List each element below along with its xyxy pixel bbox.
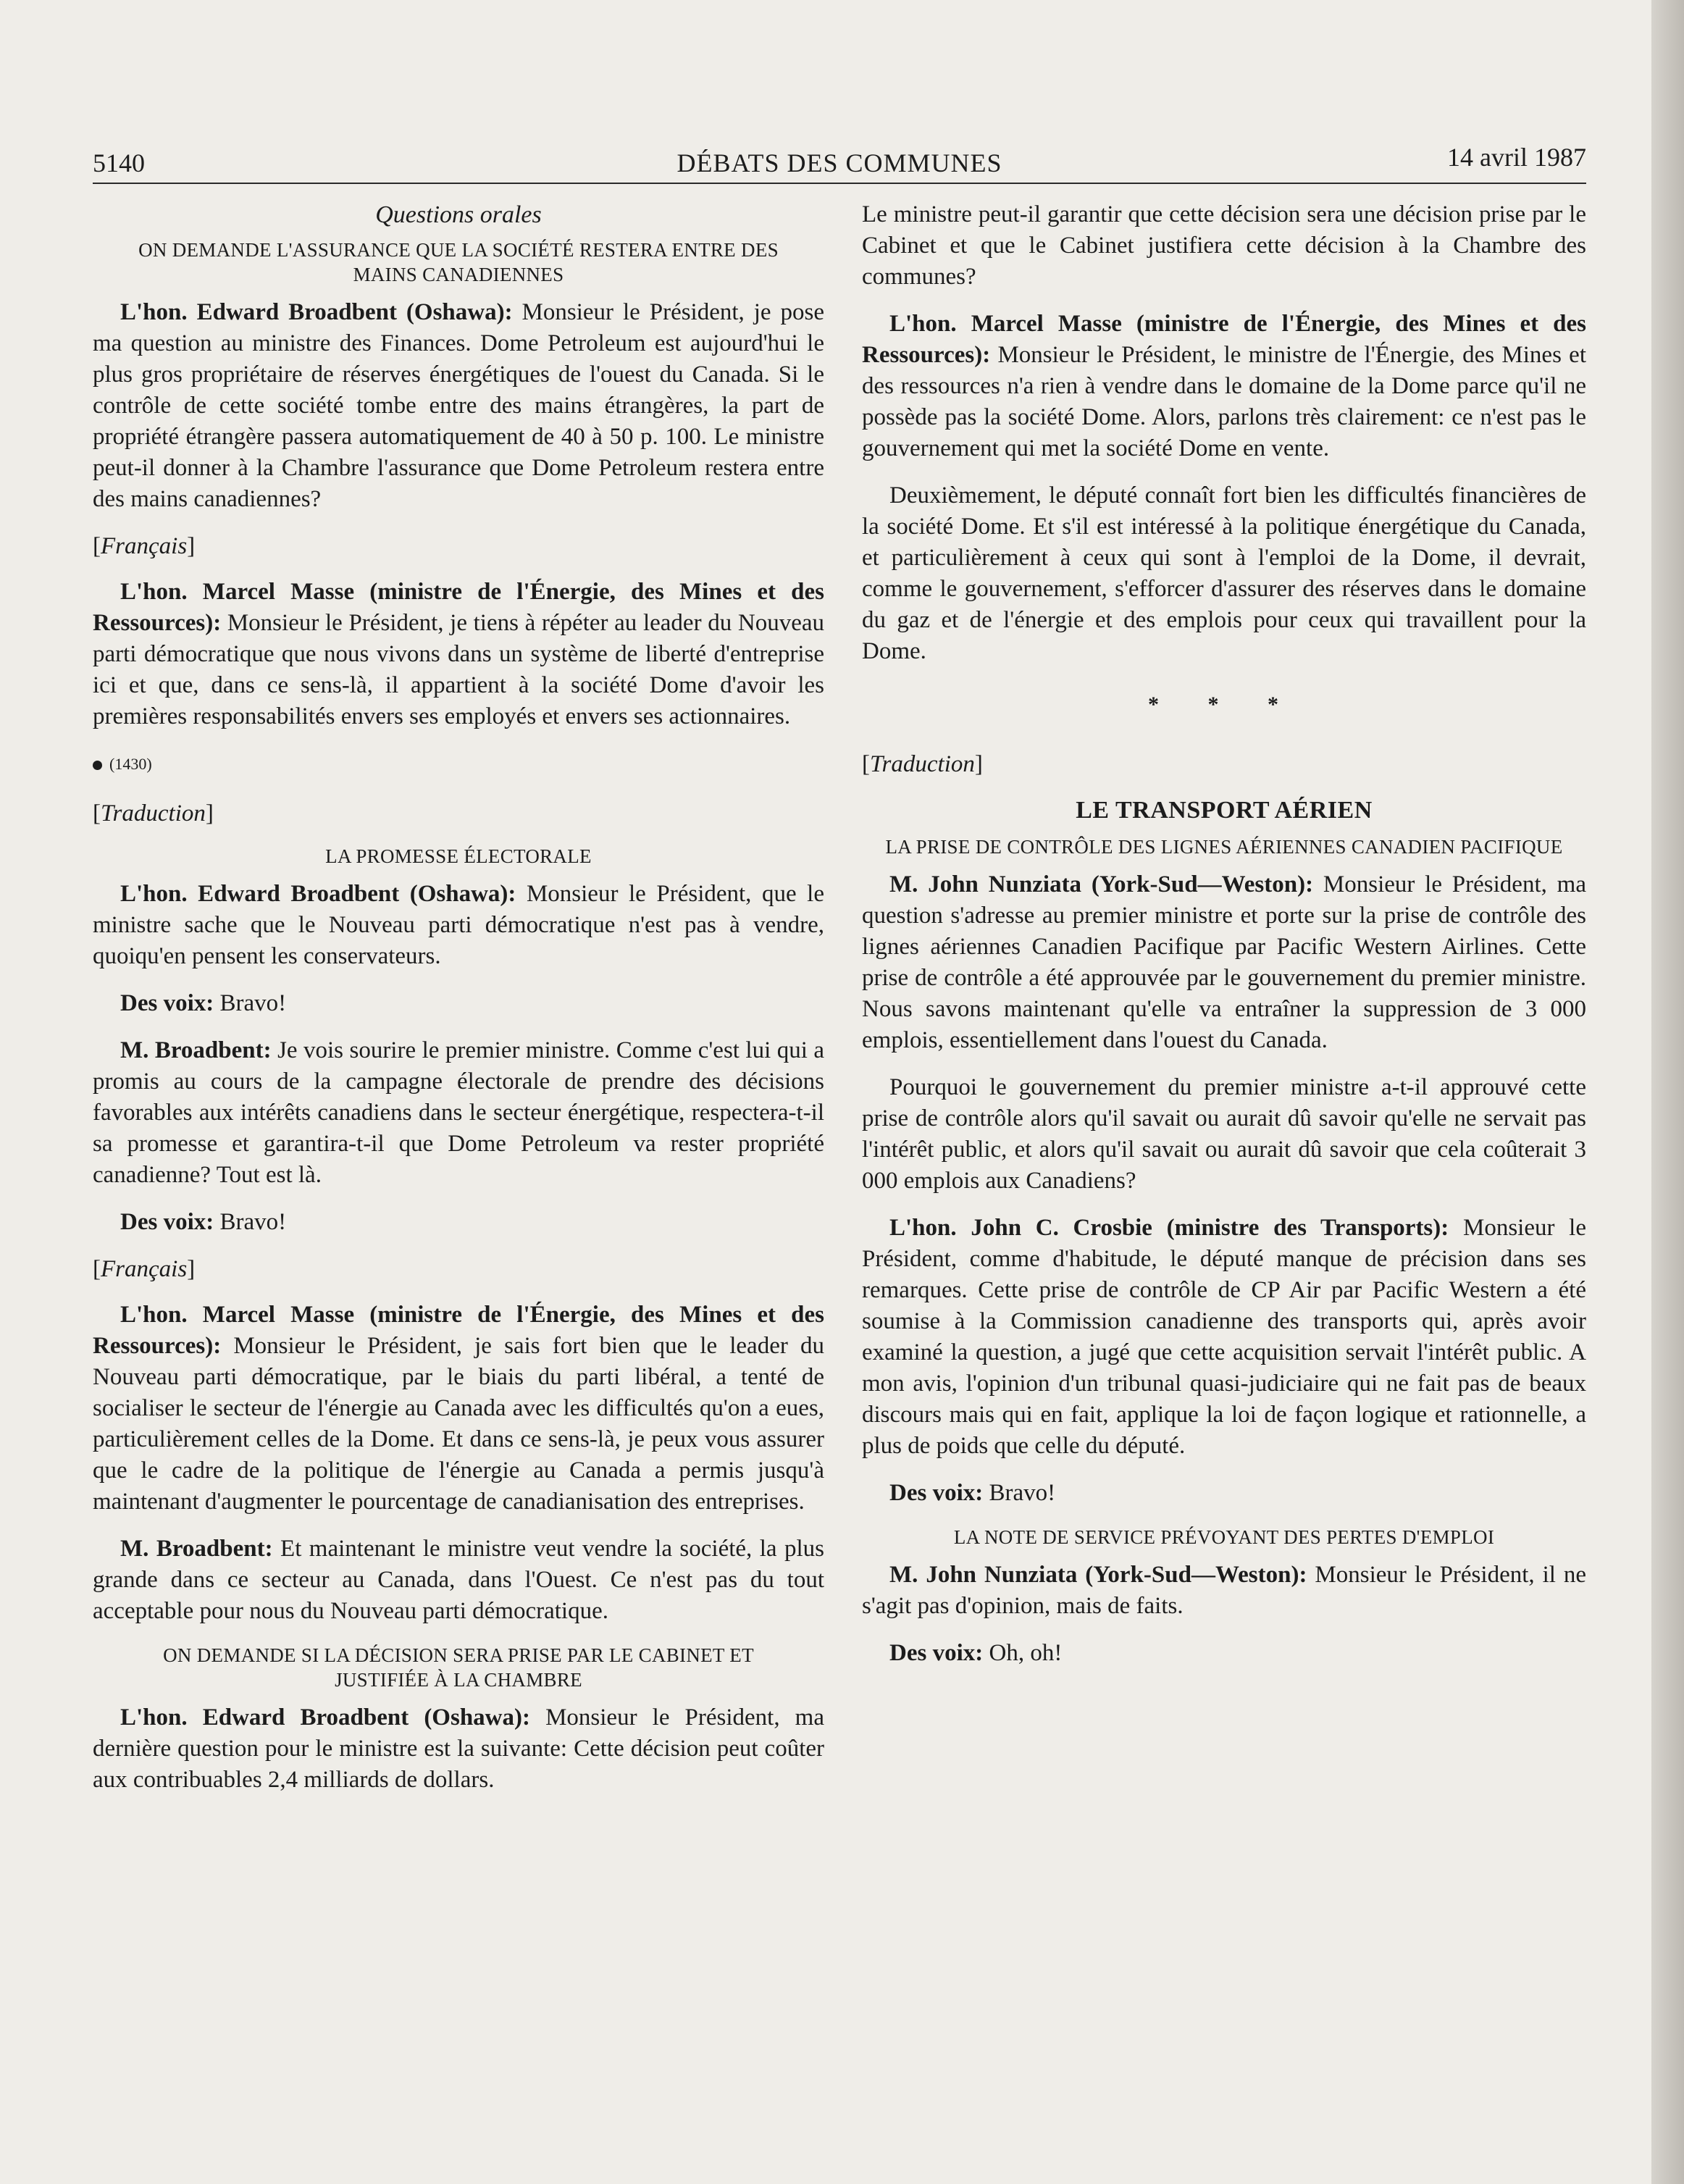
paragraph bbox=[862, 1560, 1586, 1622]
left-column bbox=[93, 199, 824, 1812]
right-column bbox=[862, 199, 1586, 1685]
speech-text: Je vois sourire le premier ministre. Comme c'est lui qui a promis au cours de la campagne électorale de prendre des décisions favorables aux intérêts canadiens dans le secteur énergétique, respectera-t-il sa promesse et garantira-t-il que Dome Petroleum va rester propriété canadienne? Tout est là. bbox=[93, 1037, 824, 1188]
speech-text: Bravo! bbox=[214, 1209, 287, 1235]
paragraph bbox=[862, 1638, 1586, 1669]
speaker: L'hon. Edward Broadbent (Oshawa): bbox=[120, 299, 513, 325]
bullet-icon bbox=[93, 761, 102, 770]
subheading: LA PROMESSE ÉLECTORALE bbox=[325, 845, 592, 867]
speaker: M. Broadbent: bbox=[120, 1536, 273, 1562]
speaker: L'hon. John C. Crosbie (ministre des Transports): bbox=[889, 1215, 1449, 1241]
speech-text: Monsieur le Président, comme d'habitude, le député manque de précision dans ses remarques. Cette prise de contrôle de CP Air par Pacific Western a été soumise à la Commission canadienne des transports qui, après avoir examiné la question, a jugé que cette acquisition servait l'intérêt public. A mon avis, l'opinion d'un tribunal quasi-judiciaire qui ne fait pas de beaux discours mais qui en fait, applique la loi de façon logique et rationnelle, a plus de poids que celle du député. bbox=[862, 1215, 1586, 1459]
major-heading: LE TRANSPORT AÉRIEN bbox=[1076, 797, 1373, 824]
paragraph bbox=[93, 879, 824, 972]
paragraph bbox=[93, 297, 824, 515]
speech-text: Bravo! bbox=[214, 990, 287, 1016]
section-divider: * * * bbox=[1148, 693, 1300, 716]
page-header bbox=[93, 145, 1586, 181]
subheading: ON DEMANDE SI LA DÉCISION SERA PRISE PAR LE CABINET ET JUSTIFIÉE À LA CHAMBRE bbox=[163, 1644, 754, 1691]
speaker: L'hon. Edward Broadbent (Oshawa): bbox=[120, 1704, 530, 1731]
subheading: LA PRISE DE CONTRÔLE DES LIGNES AÉRIENNES CANADIEN PACIFIQUE bbox=[885, 836, 1563, 858]
subheading: ON DEMANDE L'ASSURANCE QUE LA SOCIÉTÉ RESTERA ENTRE DES MAINS CANADIENNES bbox=[138, 239, 779, 285]
speaker: L'hon. Marcel Masse (ministre de l'Énergie, des Mines et des Ressources): bbox=[862, 311, 1586, 368]
speech-text: Monsieur le Président, je tiens à répéter au leader du Nouveau parti démocratique que nous vivons dans un système de liberté d'entreprise ici et que, dans ce sens-là, il appartient à la société Dome d'avoir les premières responsabilités envers ses employés et envers ses actionnaires. bbox=[93, 610, 824, 729]
speaker: Des voix: bbox=[889, 1640, 984, 1666]
paragraph bbox=[93, 988, 824, 1019]
paragraph bbox=[862, 1478, 1586, 1509]
paragraph bbox=[862, 1213, 1586, 1462]
paragraph bbox=[93, 1207, 824, 1238]
speaker: Des voix: bbox=[889, 1480, 984, 1506]
paragraph bbox=[93, 1702, 824, 1796]
speech-text: Oh, oh! bbox=[983, 1640, 1063, 1666]
paragraph bbox=[93, 1534, 824, 1627]
speech-text: Monsieur le Président, ma question s'adresse au premier ministre et porte sur la prise de contrôle des lignes aériennes Canadien Pacifique par Pacific Western Airlines. Cette prise de contrôle a été approuvée par le gouvernement du premier ministre. Nous savons maintenant qu'elle va entraîner la suppression de 3 000 emplois, essentiellement dans l'ouest du Canada. bbox=[862, 871, 1586, 1053]
speech-text: Monsieur le Président, que le ministre sache que le Nouveau parti démocratique n'est pas à vendre, quoiqu'en pensent les conservateurs. bbox=[93, 881, 824, 969]
speaker: L'hon. Marcel Masse (ministre de l'Énergie, des Mines et des Ressources): bbox=[93, 1302, 824, 1359]
paragraph bbox=[93, 577, 824, 732]
book-gutter bbox=[1651, 0, 1684, 2184]
speaker: L'hon. Marcel Masse (ministre de l'Énergie, des Mines et des Ressources): bbox=[93, 579, 824, 636]
speech-text: Monsieur le Président, je sais fort bien que le leader du Nouveau parti démocratique, par le biais du parti libéral, a tenté de socialiser le secteur de l'énergie au Canada avec les difficultés qu'on a eues, particulièrement celles de la Dome. Et dans ce sens-là, je peux vous assurer que le cadre de la politique de l'énergie au Canada a permis jusqu'à maintenant d'augmenter le pourcentage de canadianisation des entreprises. bbox=[93, 1333, 824, 1515]
speech-text: Bravo! bbox=[983, 1480, 1056, 1506]
speaker: Des voix: bbox=[120, 1209, 214, 1235]
paragraph: Deuxièmement, le député connaît fort bien les difficultés financières de la société Dome. Et s'il est intéressé à la politique énergétique du Canada, et particulièrement à ceux qui sont à l'emploi de la Dome, il devrait, comme le gouvernement, s'efforcer d'assurer des réserves dans le domaine du gaz et de l'énergie et des emplois pour ceux qui travaillent pour la Dome. bbox=[862, 482, 1586, 664]
paragraph bbox=[862, 869, 1586, 1056]
language-marker: [Français] bbox=[93, 533, 196, 559]
language-marker: [Traduction] bbox=[93, 800, 214, 827]
speaker: Des voix: bbox=[120, 990, 214, 1016]
language-marker: [Traduction] bbox=[862, 751, 983, 777]
paragraph: Le ministre peut-il garantir que cette décision sera une décision prise par le Cabinet et que le Cabinet justifiera cette décision à la Chambre des communes? bbox=[862, 201, 1586, 290]
speech-text: Et maintenant le ministre veut vendre la société, la plus grande dans ce secteur au Canada, dans l'Ouest. Ce n'est pas du tout acceptable pour nous du Nouveau parti démocratique. bbox=[93, 1536, 824, 1624]
page-date: 14 avril 1987 bbox=[1447, 143, 1586, 172]
paragraph: Pourquoi le gouvernement du premier ministre a-t-il approuvé cette prise de contrôle alors qu'il savait ou aurait dû savoir qu'elle ne servait pas l'intérêt public, et alors qu'il savait ou aurait dû savoir que cela coûterait 3 000 emplois aux Canadiens? bbox=[862, 1074, 1586, 1194]
speech-text: Monsieur le Président, ma dernière question pour le ministre est la suivante: Cette décision peut coûter aux contribuables 2,4 milliards de dollars. bbox=[93, 1704, 824, 1793]
publication-title: DÉBATS DES COMMUNES bbox=[676, 148, 1002, 177]
paragraph bbox=[862, 309, 1586, 464]
page-number: 5140 bbox=[93, 148, 145, 177]
section-title: Questions orales bbox=[375, 201, 542, 228]
speaker: M. John Nunziata (York-Sud—Weston): bbox=[889, 871, 1314, 898]
speaker: M. John Nunziata (York-Sud—Weston): bbox=[889, 1562, 1307, 1588]
header-rule bbox=[93, 183, 1586, 184]
speaker: L'hon. Edward Broadbent (Oshawa): bbox=[120, 881, 516, 907]
speech-text: Monsieur le Président, je pose ma question au ministre des Finances. Dome Petroleum est aujourd'hui le plus gros propriétaire de réserves énergétiques de l'ouest du Canada. Si le contrôle de cette société tombe entre des mains étrangères, la part de propriété étrangère passera automatiquement de 40 à 50 p. 100. Le ministre peut-il donner à la Chambre l'assurance que Dome Petroleum restera entre des mains canadiennes? bbox=[93, 299, 824, 512]
speech-text: Monsieur le Président, il ne s'agit pas d'opinion, mais de faits. bbox=[862, 1562, 1586, 1619]
time-marker: (1430) bbox=[93, 748, 824, 779]
speaker: M. Broadbent: bbox=[120, 1037, 272, 1063]
paragraph bbox=[93, 1300, 824, 1518]
language-marker: [Français] bbox=[93, 1256, 196, 1282]
paragraph bbox=[93, 1035, 824, 1191]
subheading: LA NOTE DE SERVICE PRÉVOYANT DES PERTES D'EMPLOI bbox=[953, 1526, 1495, 1548]
speech-text: Monsieur le Président, le ministre de l'Énergie, des Mines et des ressources n'a rien à vendre dans le domaine de la Dome parce qu'il ne possède pas la société Dome. Alors, parlons très clairement: ce n'est pas le gouvernement qui met la société Dome en vente. bbox=[862, 342, 1586, 461]
